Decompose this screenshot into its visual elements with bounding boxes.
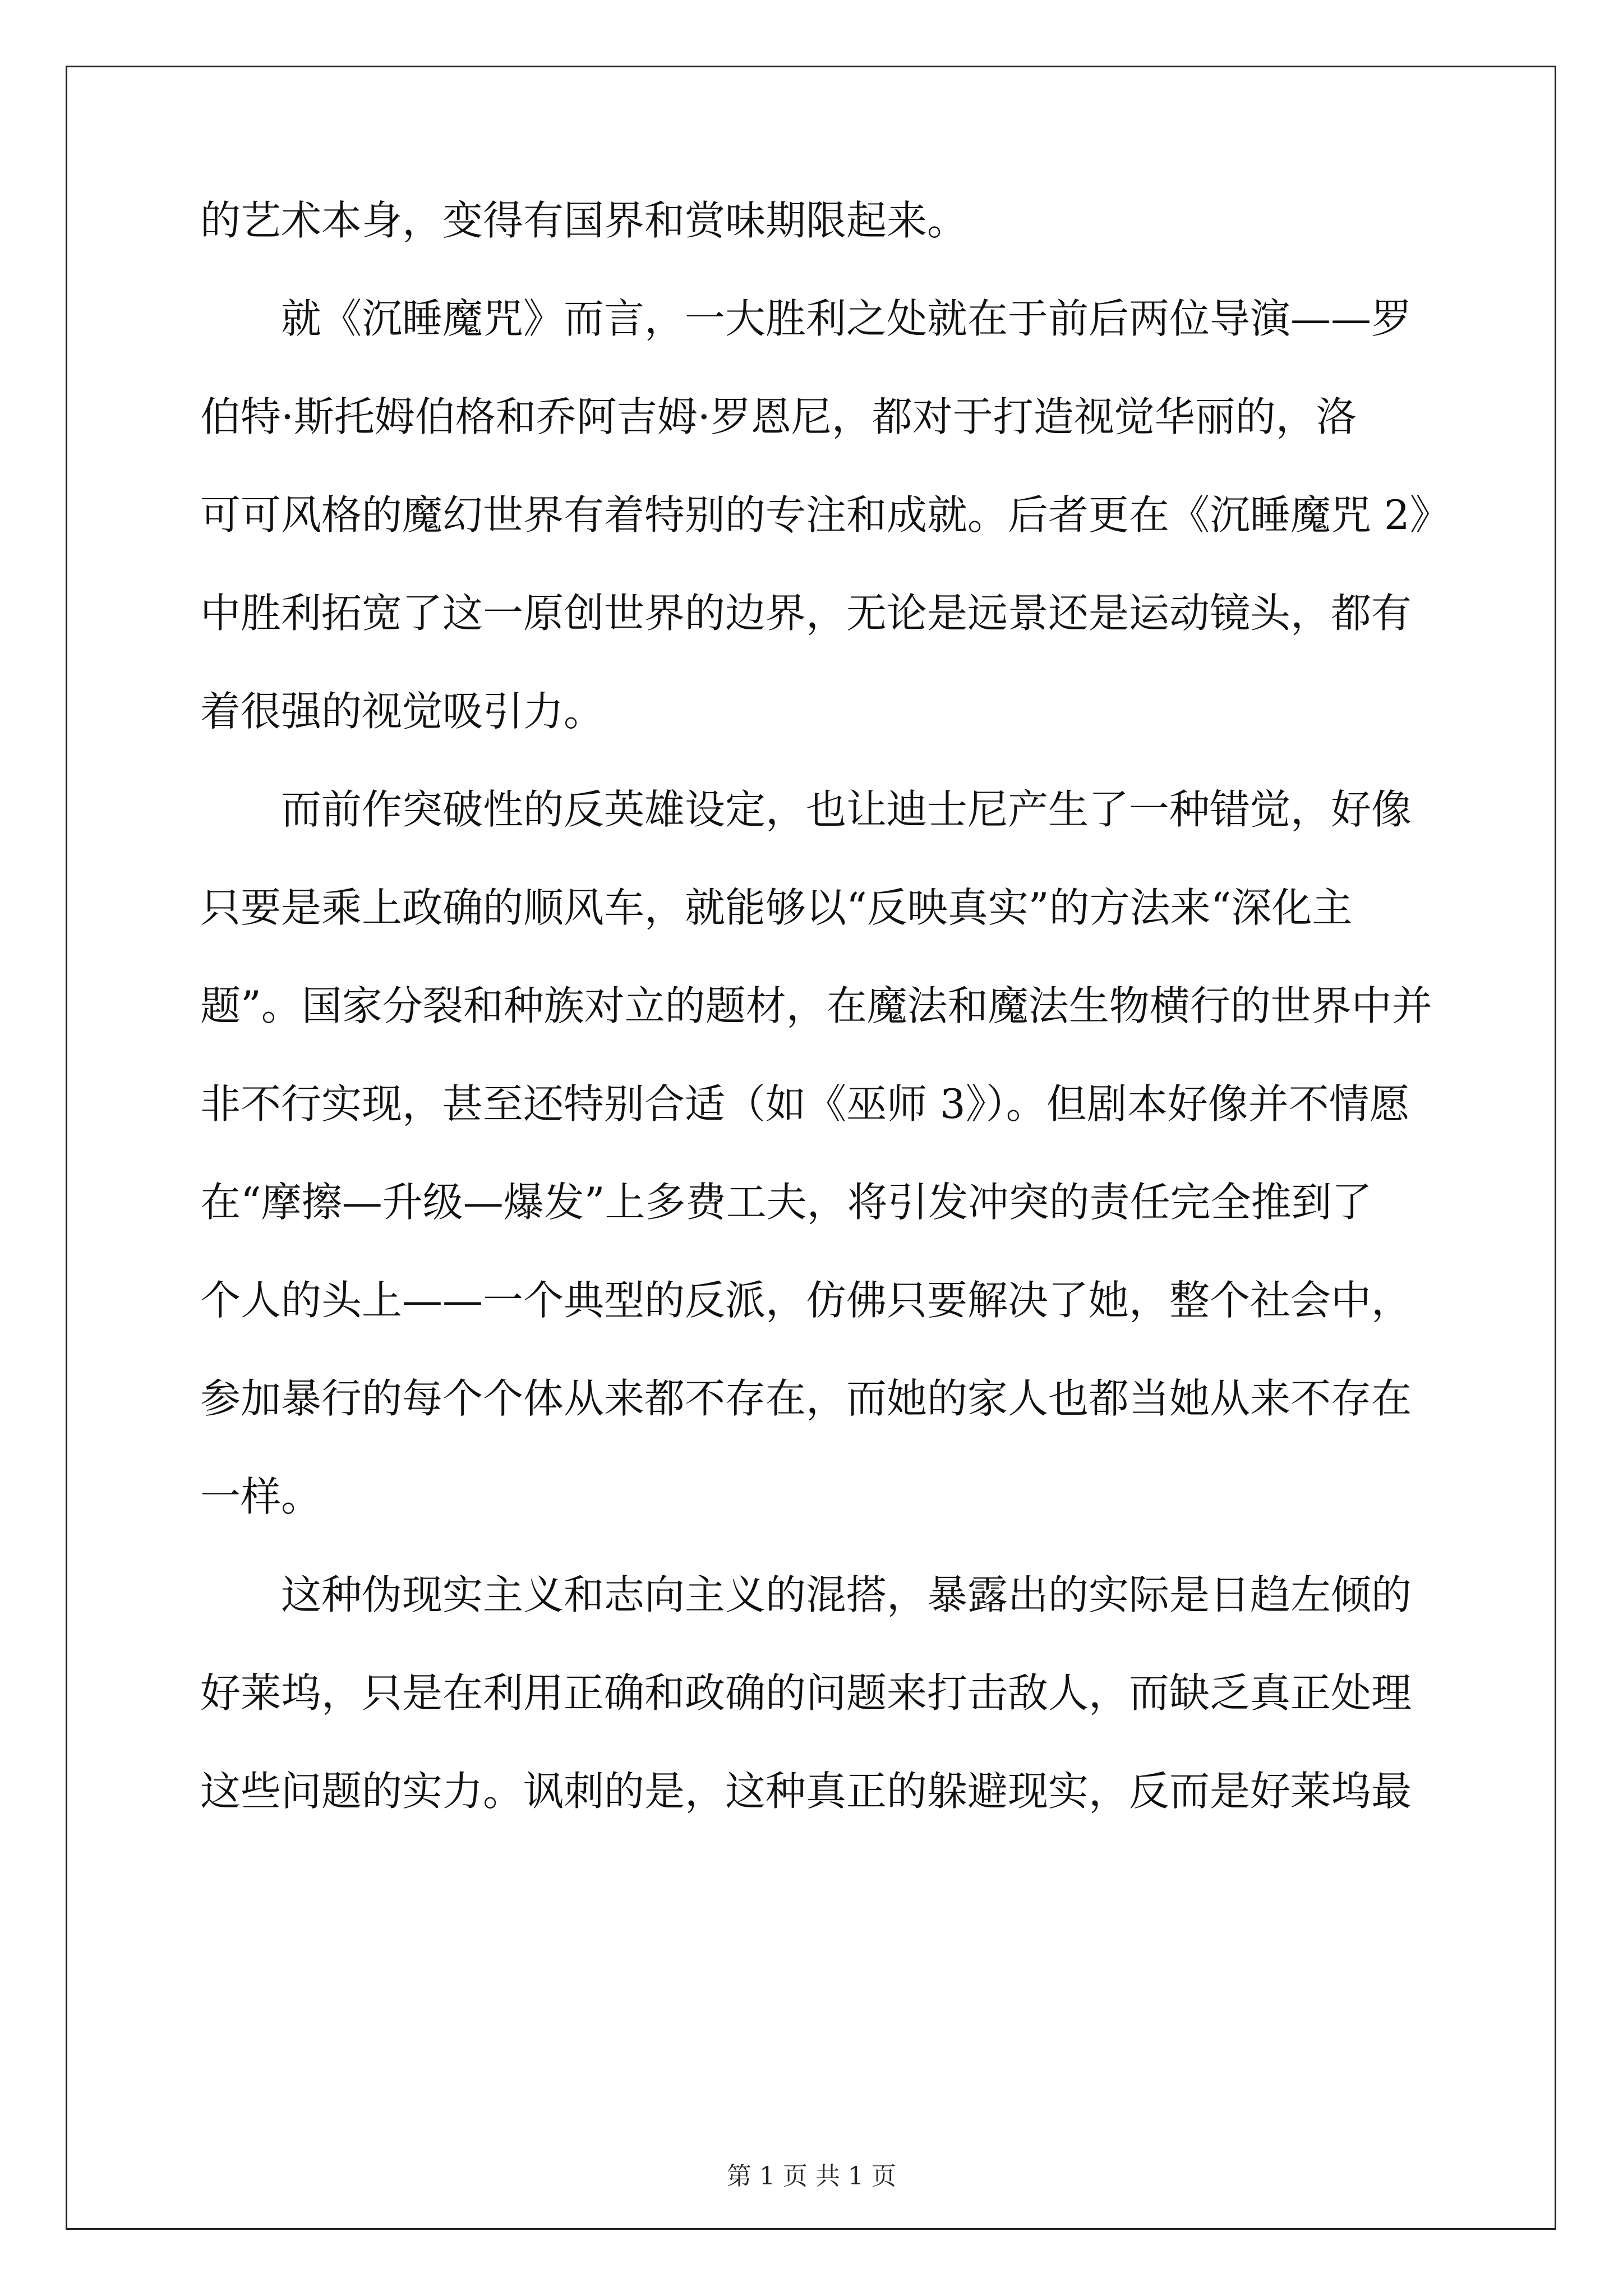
text-line: 在“摩擦—升级—爆发”上多费工夫，将引发冲突的责任完全推到了 — [200, 1179, 1372, 1226]
page-number: 第 1 页 共 1 页 — [727, 2162, 896, 2191]
text-line: 可可风格的魔幻世界有着特别的专注和成就。后者更在《沉睡魔咒 2》 — [200, 491, 1450, 539]
text-line: 着很强的视觉吸引力。 — [200, 688, 605, 735]
text-line: 这些问题的实力。讽刺的是，这种真正的躲避现实，反而是好莱坞最 — [200, 1768, 1412, 1815]
text-line: 题”。国家分裂和种族对立的题材，在魔法和魔法生物横行的世界中并 — [200, 982, 1432, 1029]
text-line: 好莱坞，只是在利用正确和政确的问题来打击敌人，而缺乏真正处理 — [200, 1669, 1412, 1717]
text-line: 参加暴行的每个个体从来都不存在，而她的家人也都当她从来不存在 — [200, 1375, 1412, 1422]
text-line: 只要是乘上政确的顺风车，就能够以“反映真实”的方法来“深化主 — [200, 884, 1353, 931]
text-line: 而前作突破性的反英雄设定，也让迪士尼产生了一种错觉，好像 — [281, 786, 1412, 833]
text-line: 这种伪现实主义和志向主义的混搭，暴露出的实际是日趋左倾的 — [281, 1571, 1412, 1618]
text-line: 的艺术本身，变得有国界和赏味期限起来。 — [200, 197, 968, 244]
text-line: 伯特·斯托姆伯格和乔阿吉姆·罗恩尼，都对于打造视觉华丽的，洛 — [200, 393, 1357, 440]
text-line: 中胜利拓宽了这一原创世界的边界，无论是远景还是运动镜头，都有 — [200, 590, 1412, 637]
text-line: 就《沉睡魔咒》而言，一大胜利之处就在于前后两位导演——罗 — [281, 295, 1412, 342]
text-line: 非不行实现，甚至还特别合适（如《巫师 3》）。但剧本好像并不情愿 — [200, 1080, 1410, 1128]
text-line: 一样。 — [200, 1473, 322, 1520]
text-line: 个人的头上——一个典型的反派，仿佛只要解决了她，整个社会中， — [200, 1277, 1412, 1324]
